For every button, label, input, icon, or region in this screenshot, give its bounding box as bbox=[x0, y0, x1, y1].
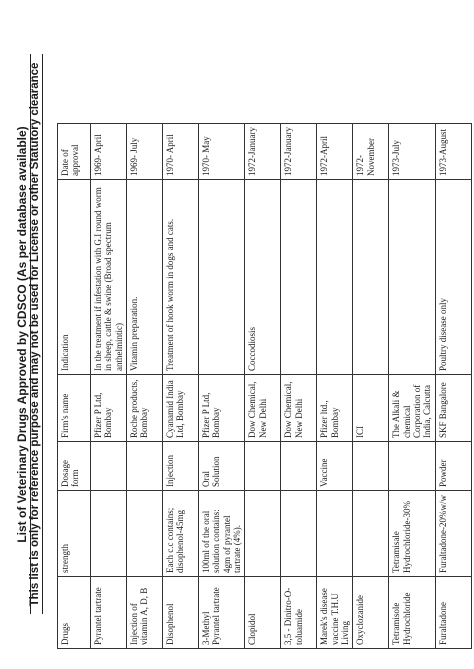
cell-dosage-form bbox=[389, 442, 435, 491]
cell-strength bbox=[91, 491, 127, 577]
cell-firm-name: Dow Chemical, New Delhi bbox=[281, 375, 317, 442]
cell-firm-name: The Alkali & chemical Corporation of India, Calcutta bbox=[389, 375, 435, 442]
cell-drug: Tetramisole Hydrochloride bbox=[389, 577, 435, 649]
document-disclaimer: This list is only for reference purpose and may not be used for License or other Statutory clearance bbox=[29, 0, 43, 669]
cell-dosage-form bbox=[91, 442, 127, 491]
cell-indication bbox=[199, 180, 245, 375]
cell-date-of-approval: 1972-January bbox=[281, 124, 317, 180]
cell-firm-name: Dow Chemical, New Delhi bbox=[245, 375, 281, 442]
cell-date-of-approval: 1970- May bbox=[199, 124, 245, 180]
cell-dosage-form: Oral Solution bbox=[199, 442, 245, 491]
cell-indication: Coccodiosis bbox=[245, 180, 281, 375]
cell-drug: Pyrantel tartrate bbox=[91, 577, 127, 649]
cell-indication: Vitamin preparation. bbox=[127, 180, 163, 375]
cell-dosage-form: Injection bbox=[163, 442, 199, 491]
cell-strength: Tetramisale Hydrochloride-30% bbox=[389, 491, 435, 577]
cell-firm-name: ICI bbox=[353, 375, 389, 442]
cell-drug: Marek's disease vaccine T.H.U Living bbox=[317, 577, 353, 649]
table-row bbox=[435, 124, 471, 649]
cell-indication bbox=[317, 180, 353, 375]
cell-strength bbox=[317, 491, 353, 577]
cell-drug: Disophenol bbox=[163, 577, 199, 649]
table-row bbox=[199, 124, 245, 649]
document-title: List of Veterinary Drugs Approved by CDSCO (As per database available) bbox=[15, 0, 31, 669]
cell-strength bbox=[127, 491, 163, 577]
cell-strength: 100ml of the oral solution contains: 4gm of pyrantel tartrate (4%). bbox=[199, 491, 245, 577]
table-row bbox=[317, 124, 353, 649]
cell-drug: Oxyclozanide bbox=[353, 577, 389, 649]
header-dosage-form: Dosage form bbox=[58, 442, 91, 491]
table-row bbox=[163, 124, 199, 649]
cell-date-of-approval: 1972-November bbox=[353, 124, 389, 180]
cell-indication: Poultry disease only bbox=[435, 180, 471, 375]
cell-drug: Furaltadone bbox=[435, 577, 471, 649]
cell-date-of-approval: 1973-July bbox=[389, 124, 435, 180]
drug-approval-table bbox=[57, 123, 472, 649]
cell-indication bbox=[389, 180, 435, 375]
cell-dosage-form: Vaccine bbox=[317, 442, 353, 491]
cell-dosage-form bbox=[353, 442, 389, 491]
table-row bbox=[389, 124, 435, 649]
table-row bbox=[245, 124, 281, 649]
cell-drug: Clopidol bbox=[245, 577, 281, 649]
header-firm-name: Firm's name bbox=[58, 375, 91, 442]
header-indication: Indication bbox=[58, 180, 91, 375]
cell-indication bbox=[281, 180, 317, 375]
cell-dosage-form bbox=[245, 442, 281, 491]
header-date-of-approval: Date of approval bbox=[58, 124, 91, 180]
header-drug: Drugs bbox=[58, 577, 91, 649]
table-row bbox=[281, 124, 317, 649]
cell-date-of-approval: 1969- July bbox=[127, 124, 163, 180]
header-strength: strength bbox=[58, 491, 91, 577]
cell-dosage-form bbox=[281, 442, 317, 491]
cell-date-of-approval: 1973-August bbox=[435, 124, 471, 180]
cell-date-of-approval: 1972-April bbox=[317, 124, 353, 180]
cell-strength bbox=[245, 491, 281, 577]
cell-drug: 3-Methyl Pyrantel tartrate bbox=[199, 577, 245, 649]
cell-drug: Injection of vitamin A, D, B bbox=[127, 577, 163, 649]
cell-firm-name: Cyanamid India Ltd, Bombay bbox=[163, 375, 199, 442]
cell-strength: Each c.c contains; disophenol-45mg bbox=[163, 491, 199, 577]
cell-indication: In the treatment if infestation with G.I round worm in sheep, cattle & swine (Broad spectrum anthelmintic) bbox=[91, 180, 127, 375]
cell-drug: 3,5 - Dinitro-O-toluamide bbox=[281, 577, 317, 649]
cell-strength: Furaltadone-20%w/w bbox=[435, 491, 471, 577]
cell-dosage-form: Powder bbox=[435, 442, 471, 491]
cell-firm-name: SKF Bangalore bbox=[435, 375, 471, 442]
table-row bbox=[353, 124, 389, 649]
cell-date-of-approval: 1972-January bbox=[245, 124, 281, 180]
cell-strength bbox=[353, 491, 389, 577]
table-header-row bbox=[58, 124, 91, 649]
cell-indication: Treatment of hook worm in dogs and cats. bbox=[163, 180, 199, 375]
cell-firm-name: Pfizer P Ltd, Bombay bbox=[199, 375, 245, 442]
table-row bbox=[91, 124, 127, 649]
cell-firm-name: Pfizer P Ltd, Bombay bbox=[91, 375, 127, 442]
cell-dosage-form bbox=[127, 442, 163, 491]
cell-date-of-approval: 1970- April bbox=[163, 124, 199, 180]
cell-firm-name: Roche products, Bombay bbox=[127, 375, 163, 442]
table-row bbox=[127, 124, 163, 649]
cell-firm-name: Pfizer ltd., Bombay bbox=[317, 375, 353, 442]
cell-strength bbox=[281, 491, 317, 577]
cell-indication bbox=[353, 180, 389, 375]
cell-date-of-approval: 1969- April bbox=[91, 124, 127, 180]
